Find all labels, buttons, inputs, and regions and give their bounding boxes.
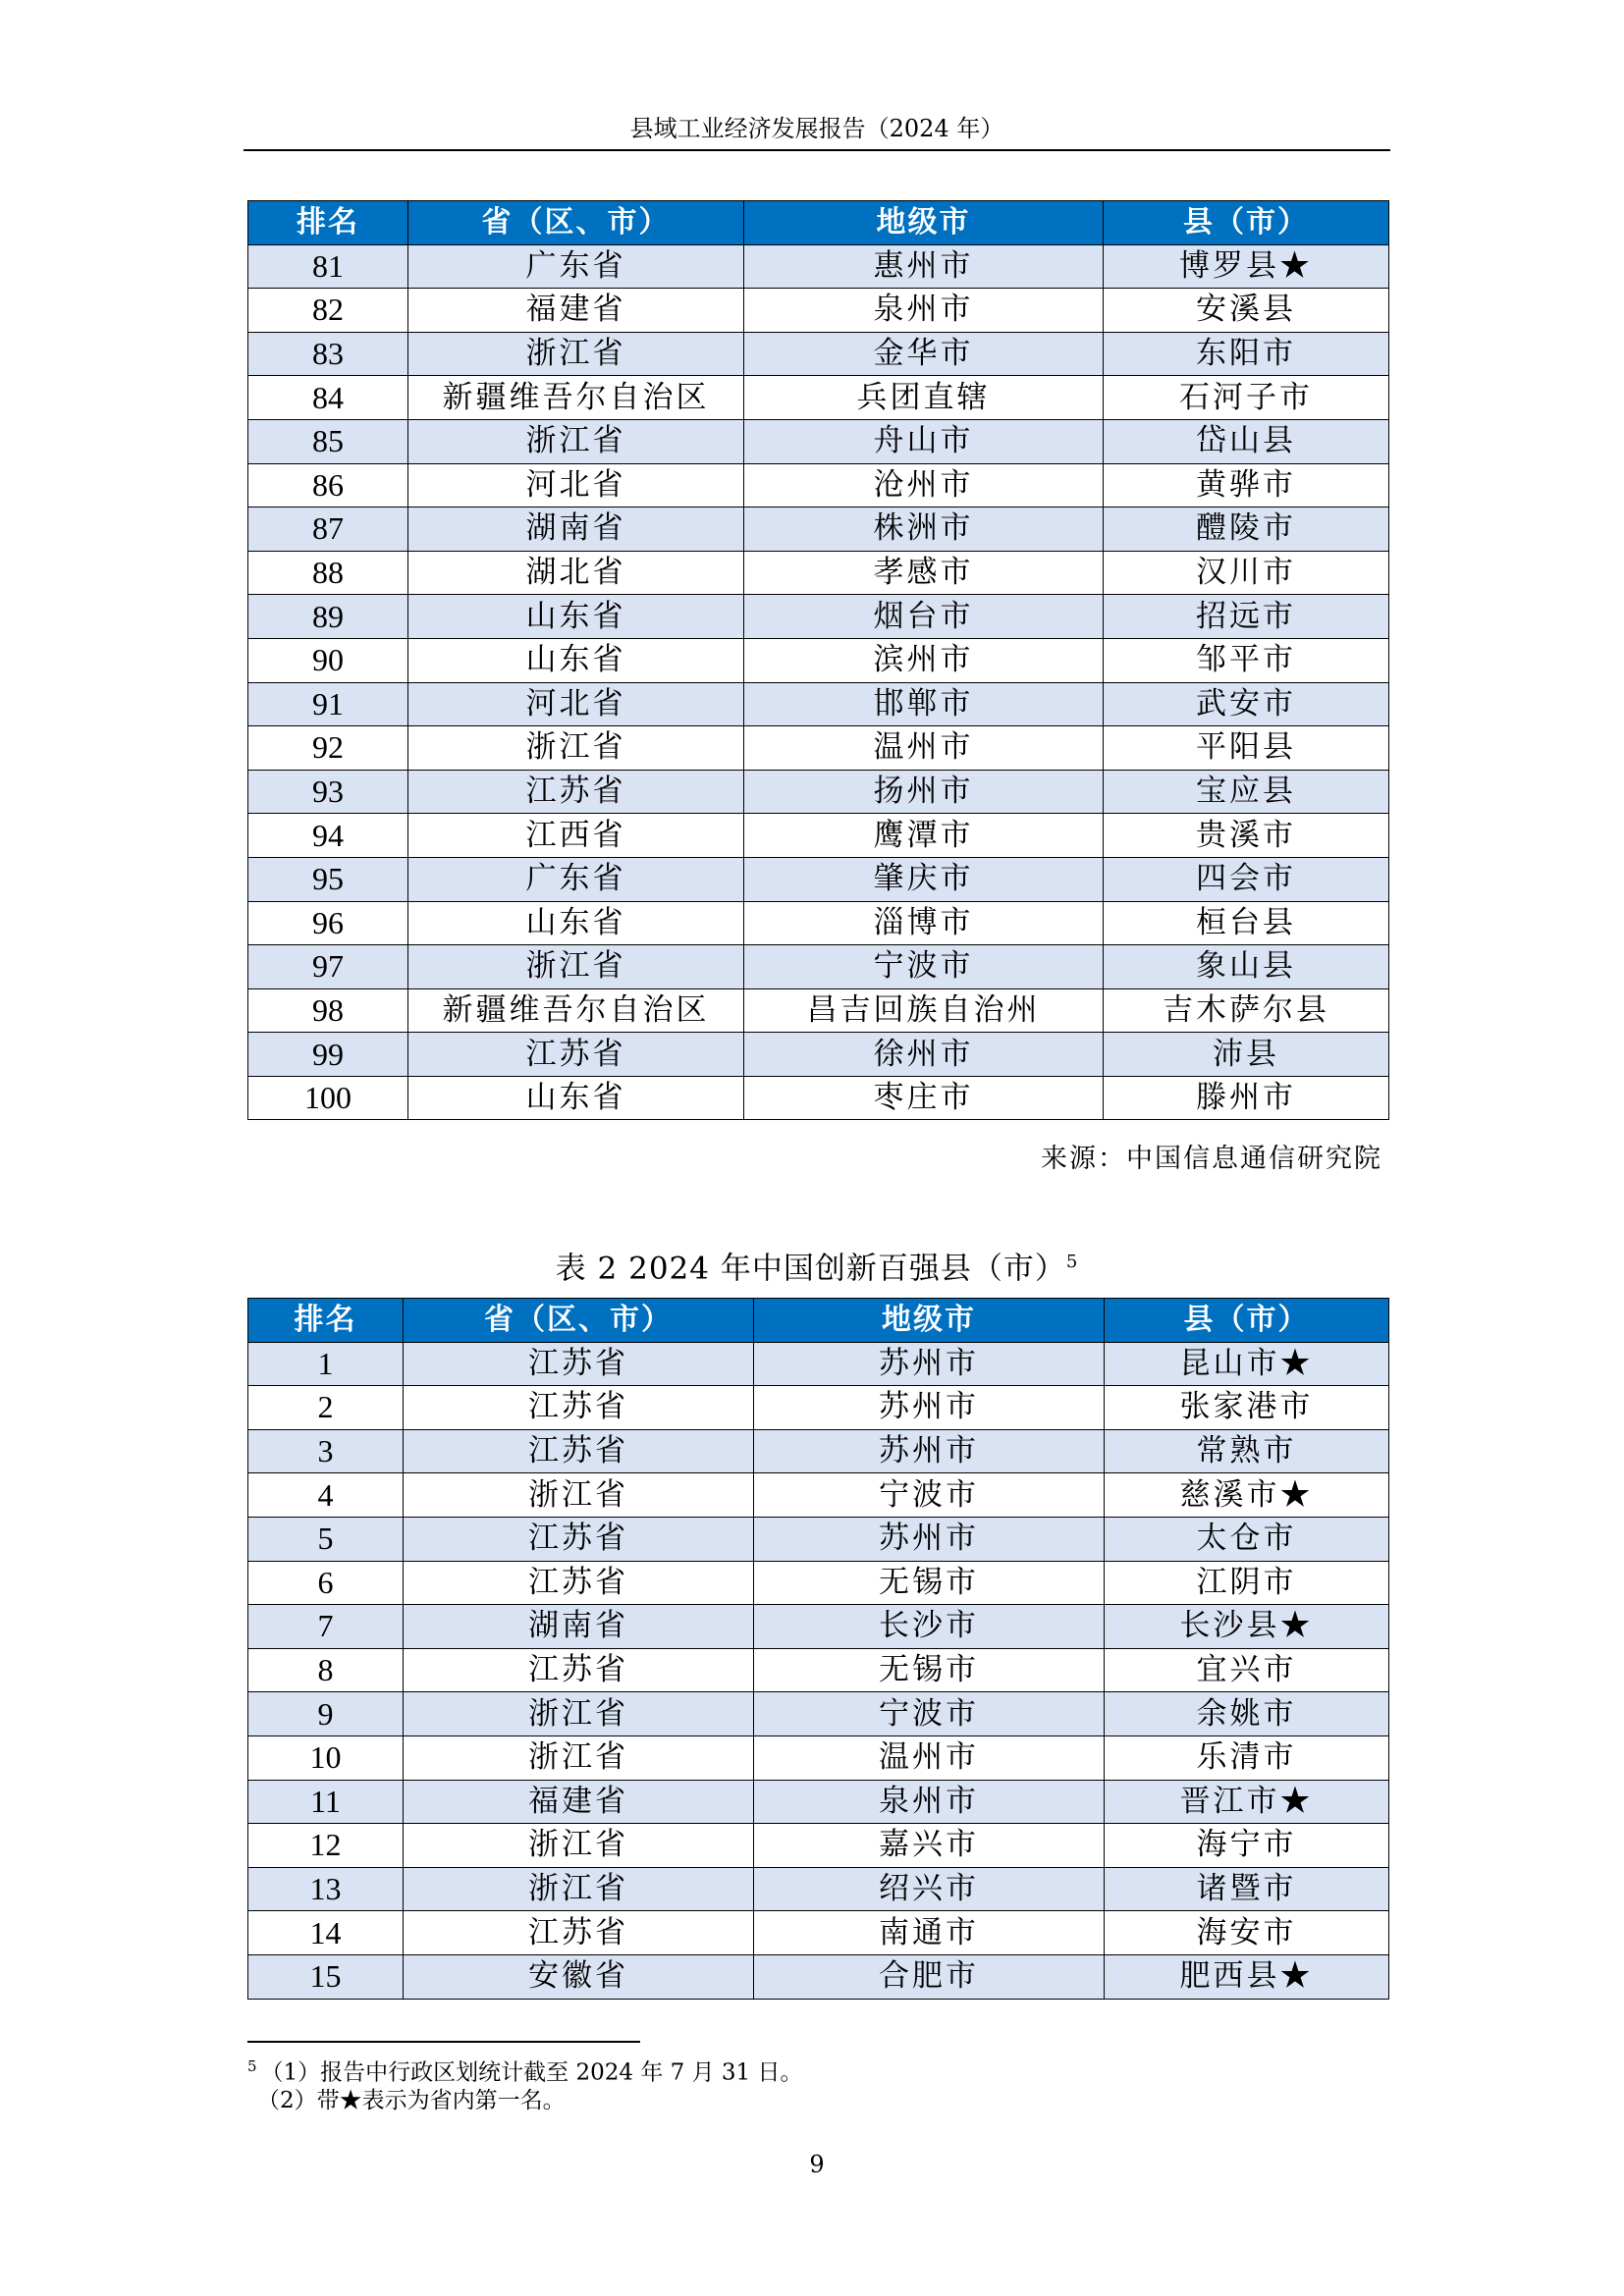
province-cell: 安徽省 [404,1954,754,1999]
county-cell: 平阳县 [1104,726,1389,771]
province-cell: 江苏省 [408,770,744,814]
table-row [248,244,1389,289]
table-row [248,1954,1389,1999]
table-row [248,770,1389,814]
county-cell: 吉木萨尔县 [1104,988,1389,1033]
prefecture-cell: 烟台市 [744,595,1104,639]
prefecture-cell: 宁波市 [744,945,1104,989]
rank-cell: 89 [248,595,408,639]
footnote-text-1: （1）报告中行政区划统计截至 2024 年 7 月 31 日。 [260,2059,803,2086]
prefecture-cell: 合肥市 [754,1954,1105,1999]
column-header-prefecture: 地级市 [744,201,1104,245]
rank-cell: 91 [248,682,408,726]
prefecture-cell: 宁波市 [754,1473,1105,1518]
province-cell: 江苏省 [404,1517,754,1561]
table-row [248,376,1389,420]
province-cell: 江苏省 [408,1033,744,1077]
rank-cell: 1 [248,1342,404,1386]
table-row [248,1076,1389,1120]
province-cell: 浙江省 [408,332,744,376]
table-header-row [248,1299,1389,1343]
province-cell: 福建省 [408,289,744,333]
rank-cell: 85 [248,419,408,463]
table-row [248,419,1389,463]
rank-cell: 81 [248,244,408,289]
footnote-divider [247,2041,640,2043]
footnote-reference[interactable]: 5 [1065,1252,1079,1272]
province-cell: 新疆维吾尔自治区 [408,376,744,420]
prefecture-cell: 金华市 [744,332,1104,376]
table-row [248,638,1389,682]
province-cell: 江苏省 [404,1648,754,1692]
rank-cell: 9 [248,1692,404,1736]
county-cell: 贵溪市 [1104,814,1389,858]
county-cell: 慈溪市★ [1105,1473,1389,1518]
county-cell: 象山县 [1104,945,1389,989]
table-caption [244,1243,1390,1288]
county-cell: 海宁市 [1105,1824,1389,1868]
prefecture-cell: 株洲市 [744,507,1104,552]
county-cell: 黄骅市 [1104,463,1389,507]
county-cell: 余姚市 [1105,1692,1389,1736]
county-cell: 安溪县 [1104,289,1389,333]
rank-cell: 92 [248,726,408,771]
prefecture-cell: 无锡市 [754,1561,1105,1605]
rank-cell: 98 [248,988,408,1033]
rank-cell: 3 [248,1429,404,1473]
ranking-table-continued [247,200,1389,1120]
table-row [248,1517,1389,1561]
province-cell: 山东省 [408,595,744,639]
table-row [248,1648,1389,1692]
province-cell: 广东省 [408,857,744,901]
province-cell: 浙江省 [404,1867,754,1911]
table-row [248,1429,1389,1473]
province-cell: 浙江省 [408,945,744,989]
province-cell: 广东省 [408,244,744,289]
rank-cell: 82 [248,289,408,333]
county-cell: 长沙县★ [1105,1605,1389,1649]
rank-cell: 86 [248,463,408,507]
prefecture-cell: 淄博市 [744,901,1104,945]
county-cell: 晋江市★ [1105,1780,1389,1824]
county-cell: 张家港市 [1105,1386,1389,1430]
table-row [248,814,1389,858]
rank-cell: 6 [248,1561,404,1605]
province-cell: 江苏省 [404,1911,754,1955]
rank-cell: 87 [248,507,408,552]
county-cell: 武安市 [1104,682,1389,726]
prefecture-cell: 南通市 [754,1911,1105,1955]
rank-cell: 96 [248,901,408,945]
county-cell: 肥西县★ [1105,1954,1389,1999]
province-cell: 山东省 [408,901,744,945]
table-row [248,1386,1389,1430]
table-row [248,682,1389,726]
rank-cell: 5 [248,1517,404,1561]
table-row [248,1605,1389,1649]
province-cell: 江西省 [408,814,744,858]
county-cell: 东阳市 [1104,332,1389,376]
county-cell: 太仓市 [1105,1517,1389,1561]
table-row [248,988,1389,1033]
table-row [248,1780,1389,1824]
prefecture-cell: 温州市 [754,1735,1105,1780]
footnote-line-1 [247,2052,1386,2088]
prefecture-cell: 绍兴市 [754,1867,1105,1911]
county-cell: 昆山市★ [1105,1342,1389,1386]
county-cell: 宝应县 [1104,770,1389,814]
province-cell: 河北省 [408,463,744,507]
county-cell: 宜兴市 [1105,1648,1389,1692]
table-row [248,332,1389,376]
county-cell: 滕州市 [1104,1076,1389,1120]
province-cell: 山东省 [408,638,744,682]
rank-cell: 93 [248,770,408,814]
prefecture-cell: 沧州市 [744,463,1104,507]
column-header-province: 省（区、市） [408,201,744,245]
province-cell: 江苏省 [404,1386,754,1430]
rank-cell: 88 [248,551,408,595]
table-row [248,1867,1389,1911]
rank-cell: 84 [248,376,408,420]
county-cell: 岱山县 [1104,419,1389,463]
table-row [248,1824,1389,1868]
rank-cell: 94 [248,814,408,858]
prefecture-cell: 滨州市 [744,638,1104,682]
county-cell: 石河子市 [1104,376,1389,420]
prefecture-cell: 长沙市 [754,1605,1105,1649]
column-header-province: 省（区、市） [404,1299,754,1343]
table-row [248,1473,1389,1518]
prefecture-cell: 徐州市 [744,1033,1104,1077]
county-cell: 招远市 [1104,595,1389,639]
table-header-row [248,201,1389,245]
province-cell: 浙江省 [404,1824,754,1868]
rank-cell: 15 [248,1954,404,1999]
column-header-county: 县（市） [1105,1299,1389,1343]
prefecture-cell: 鹰潭市 [744,814,1104,858]
province-cell: 浙江省 [408,726,744,771]
province-cell: 浙江省 [404,1735,754,1780]
county-cell: 诸暨市 [1105,1867,1389,1911]
table-row [248,507,1389,552]
running-header: 县域工业经济发展报告（2024 年） [629,115,1004,142]
table-row [248,1911,1389,1955]
rank-cell: 12 [248,1824,404,1868]
footnote-line-2: （2）带★表示为省内第一名。 [257,2088,566,2113]
table-row [248,1735,1389,1780]
prefecture-cell: 无锡市 [754,1648,1105,1692]
prefecture-cell: 枣庄市 [744,1076,1104,1120]
table-row [248,1692,1389,1736]
prefecture-cell: 昌吉回族自治州 [744,988,1104,1033]
column-header-county: 县（市） [1104,201,1389,245]
county-cell: 海安市 [1105,1911,1389,1955]
rank-cell: 99 [248,1033,408,1077]
table-row [248,1561,1389,1605]
column-header-rank: 排名 [248,201,408,245]
prefecture-cell: 邯郸市 [744,682,1104,726]
county-cell: 邹平市 [1104,638,1389,682]
prefecture-cell: 泉州市 [754,1780,1105,1824]
prefecture-cell: 扬州市 [744,770,1104,814]
county-cell: 四会市 [1104,857,1389,901]
table-row [248,945,1389,989]
prefecture-cell: 苏州市 [754,1429,1105,1473]
table-row [248,726,1389,771]
county-cell: 沛县 [1104,1033,1389,1077]
prefecture-cell: 惠州市 [744,244,1104,289]
table-caption-text: 表 2 2024 年中国创新百强县（市） [555,1251,1066,1287]
province-cell: 湖北省 [408,551,744,595]
prefecture-cell: 孝感市 [744,551,1104,595]
table-row [248,1033,1389,1077]
table-row [248,463,1389,507]
county-cell: 博罗县★ [1104,244,1389,289]
province-cell: 福建省 [404,1780,754,1824]
rank-cell: 4 [248,1473,404,1518]
rank-cell: 13 [248,1867,404,1911]
rank-cell: 90 [248,638,408,682]
county-cell: 桓台县 [1104,901,1389,945]
county-cell: 乐清市 [1105,1735,1389,1780]
table-row [248,901,1389,945]
province-cell: 新疆维吾尔自治区 [408,988,744,1033]
province-cell: 江苏省 [404,1342,754,1386]
prefecture-cell: 宁波市 [754,1692,1105,1736]
rank-cell: 8 [248,1648,404,1692]
table-row [248,289,1389,333]
province-cell: 浙江省 [404,1473,754,1518]
header-divider [244,149,1390,151]
county-cell: 江阴市 [1105,1561,1389,1605]
province-cell: 江苏省 [404,1429,754,1473]
rank-cell: 7 [248,1605,404,1649]
county-cell: 醴陵市 [1104,507,1389,552]
page-number: 9 [809,2151,825,2178]
province-cell: 江苏省 [404,1561,754,1605]
table-row [248,857,1389,901]
prefecture-cell: 肇庆市 [744,857,1104,901]
table-row [248,551,1389,595]
rank-cell: 100 [248,1076,408,1120]
prefecture-cell: 兵团直辖 [744,376,1104,420]
rank-cell: 10 [248,1735,404,1780]
prefecture-cell: 嘉兴市 [754,1824,1105,1868]
prefecture-cell: 泉州市 [744,289,1104,333]
rank-cell: 14 [248,1911,404,1955]
province-cell: 山东省 [408,1076,744,1120]
province-cell: 浙江省 [408,419,744,463]
province-cell: 河北省 [408,682,744,726]
innovation-top100-table [247,1298,1389,2000]
province-cell: 湖南省 [408,507,744,552]
prefecture-cell: 苏州市 [754,1517,1105,1561]
rank-cell: 2 [248,1386,404,1430]
table-row [248,595,1389,639]
county-cell: 常熟市 [1105,1429,1389,1473]
table-source-note: 来源：中国信息通信研究院 [1041,1144,1382,1174]
prefecture-cell: 苏州市 [754,1342,1105,1386]
column-header-prefecture: 地级市 [754,1299,1105,1343]
rank-cell: 95 [248,857,408,901]
column-header-rank: 排名 [248,1299,404,1343]
province-cell: 湖南省 [404,1605,754,1649]
rank-cell: 11 [248,1780,404,1824]
province-cell: 浙江省 [404,1692,754,1736]
prefecture-cell: 苏州市 [754,1386,1105,1430]
rank-cell: 83 [248,332,408,376]
prefecture-cell: 温州市 [744,726,1104,771]
footnote-marker: 5 [247,2057,257,2075]
rank-cell: 97 [248,945,408,989]
county-cell: 汉川市 [1104,551,1389,595]
table-row [248,1342,1389,1386]
prefecture-cell: 舟山市 [744,419,1104,463]
